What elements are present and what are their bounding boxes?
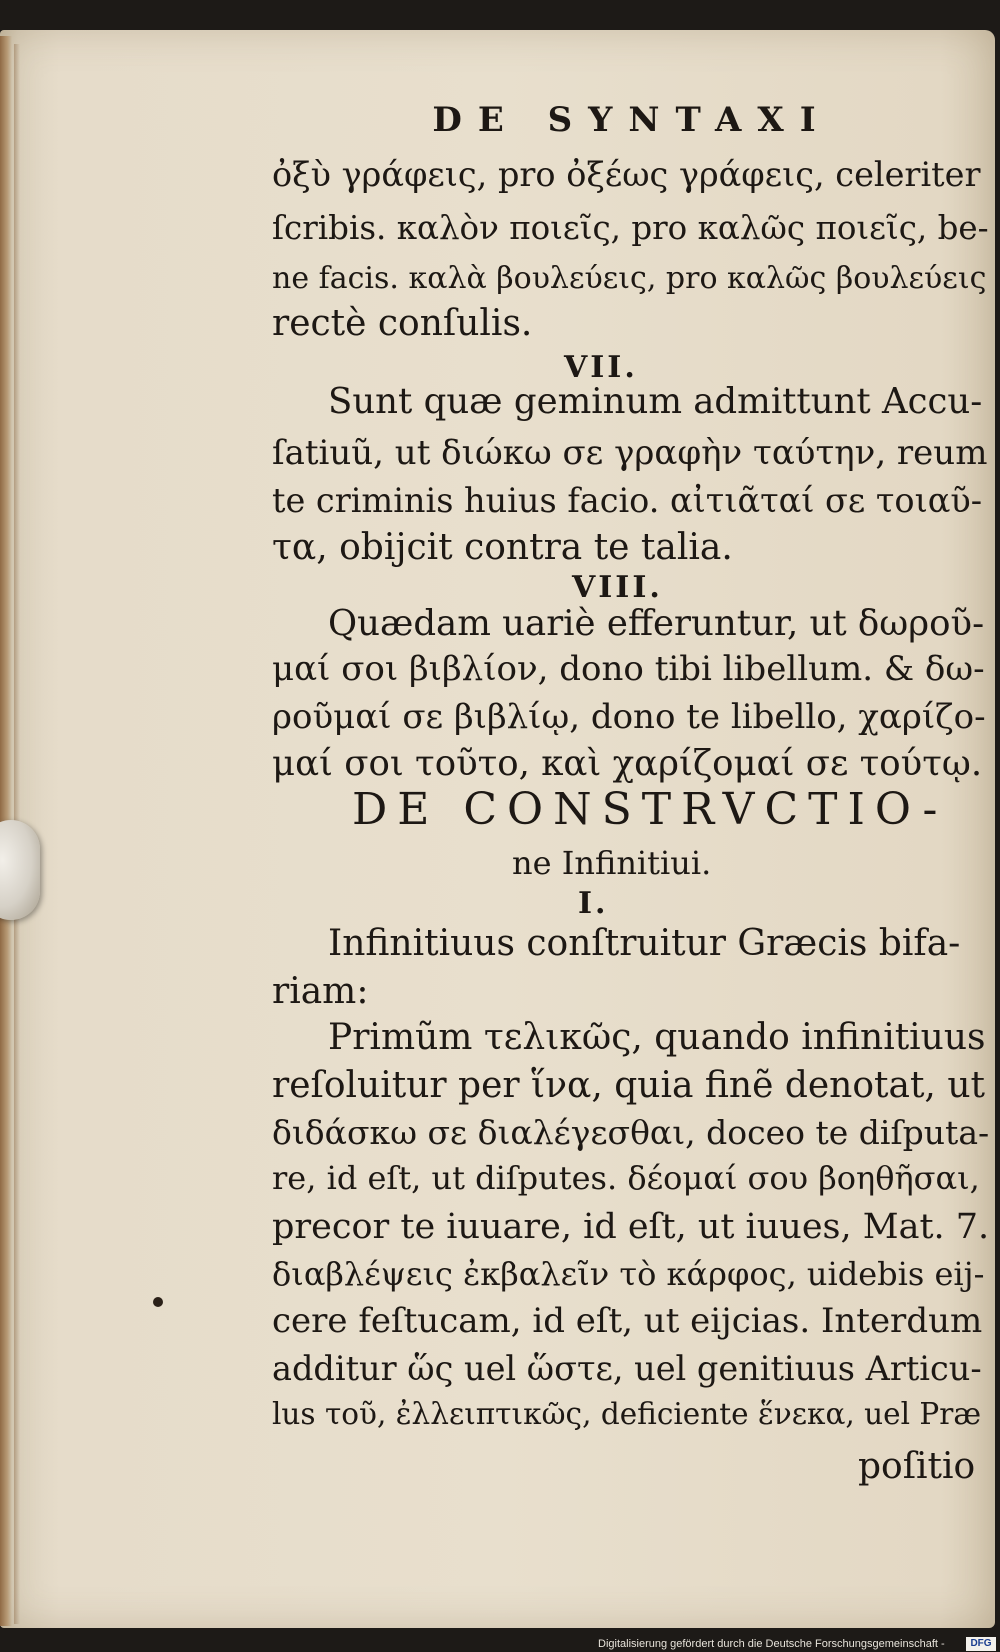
section-title: DE CONSTRVCTIO- (352, 784, 948, 835)
section-numeral: VII. (564, 350, 638, 385)
ink-speck (153, 1297, 163, 1307)
catchword: poſitio (858, 1446, 976, 1487)
text-line: διαβλέψεις ἐκβαλεῖν τὸ κάρφος, uidebis eij- (272, 1255, 985, 1293)
text-line: ὀξὺ γράφεις, pro ὀξέως γράφεις, celeriter (272, 155, 981, 194)
text-line: μαί σοι βιβλίον, dono tibi libellum. & δω- (272, 649, 985, 689)
text-line: reſoluitur per ἵνα, quia finẽ denotat, ut (272, 1065, 985, 1106)
text-line: Quædam uariè efferuntur, ut δωροῦ- (328, 603, 985, 644)
text-line: re, id eſt, ut diſputes. δέομαί σου βοηθῆσαι, (272, 1159, 980, 1197)
text-line: lus τοῦ, ἐλλειπτικῶς, deficiente ἕνεκα, uel Præ (272, 1397, 982, 1431)
text-line: διδάσκω σε διαλέγεσθαι, doceo te diſputa- (272, 1113, 990, 1152)
text-line: te criminis huius facio. αἰτιᾶταί σε τοιαῦ- (272, 481, 983, 520)
text-line: Sunt quæ geminum admittunt Accu- (328, 381, 983, 422)
text-line: ſcribis. καλὸν ποιεῖς, pro καλῶς ποιεῖς, be- (272, 209, 989, 247)
text-line: τα, obijcit contra te talia. (272, 527, 733, 568)
dfg-logo: DFG (966, 1637, 996, 1651)
text-line: ne facis. καλὰ βουλεύεις, pro καλῶς βουλεύεις (272, 261, 987, 296)
text-line: precor te iuuare, id eſt, ut iuues, Mat. 7. (272, 1207, 990, 1247)
running-head: DE SYNTAXI (432, 100, 832, 140)
text-line: riam: (272, 971, 369, 1012)
text-line: ροῦμαί σε βιβλίῳ, dono te libello, χαρίζο- (272, 697, 986, 737)
text-line: ſatiuũ, ut διώκω σε γραφὴν ταύτην, reum (272, 433, 988, 473)
text-line: additur ὥς uel ὥστε, uel genitiuus Articu- (272, 1349, 982, 1388)
text-line: Infinitiuus conſtruitur Græcis bifa- (328, 923, 961, 964)
section-numeral: VIII. (572, 570, 663, 605)
text-line: rectè conſulis. (272, 303, 533, 344)
text-line: μαί σοι τοῦτο, καὶ χαρίζομαί σε τούτῳ. (272, 743, 983, 784)
footer-credit: Digitalisierung gefördert durch die Deutsche Forschungsgemeinschaft - (598, 1638, 945, 1650)
clasp-icon (0, 820, 40, 920)
section-subtitle: ne Infinitiui. (512, 844, 712, 882)
text-line: Primũm τελικῶς, quando infinitiuus (328, 1017, 986, 1058)
section-numeral: I. (578, 886, 609, 921)
text-line: cere feſtucam, id eſt, ut eijcias. Interdum (272, 1301, 983, 1341)
